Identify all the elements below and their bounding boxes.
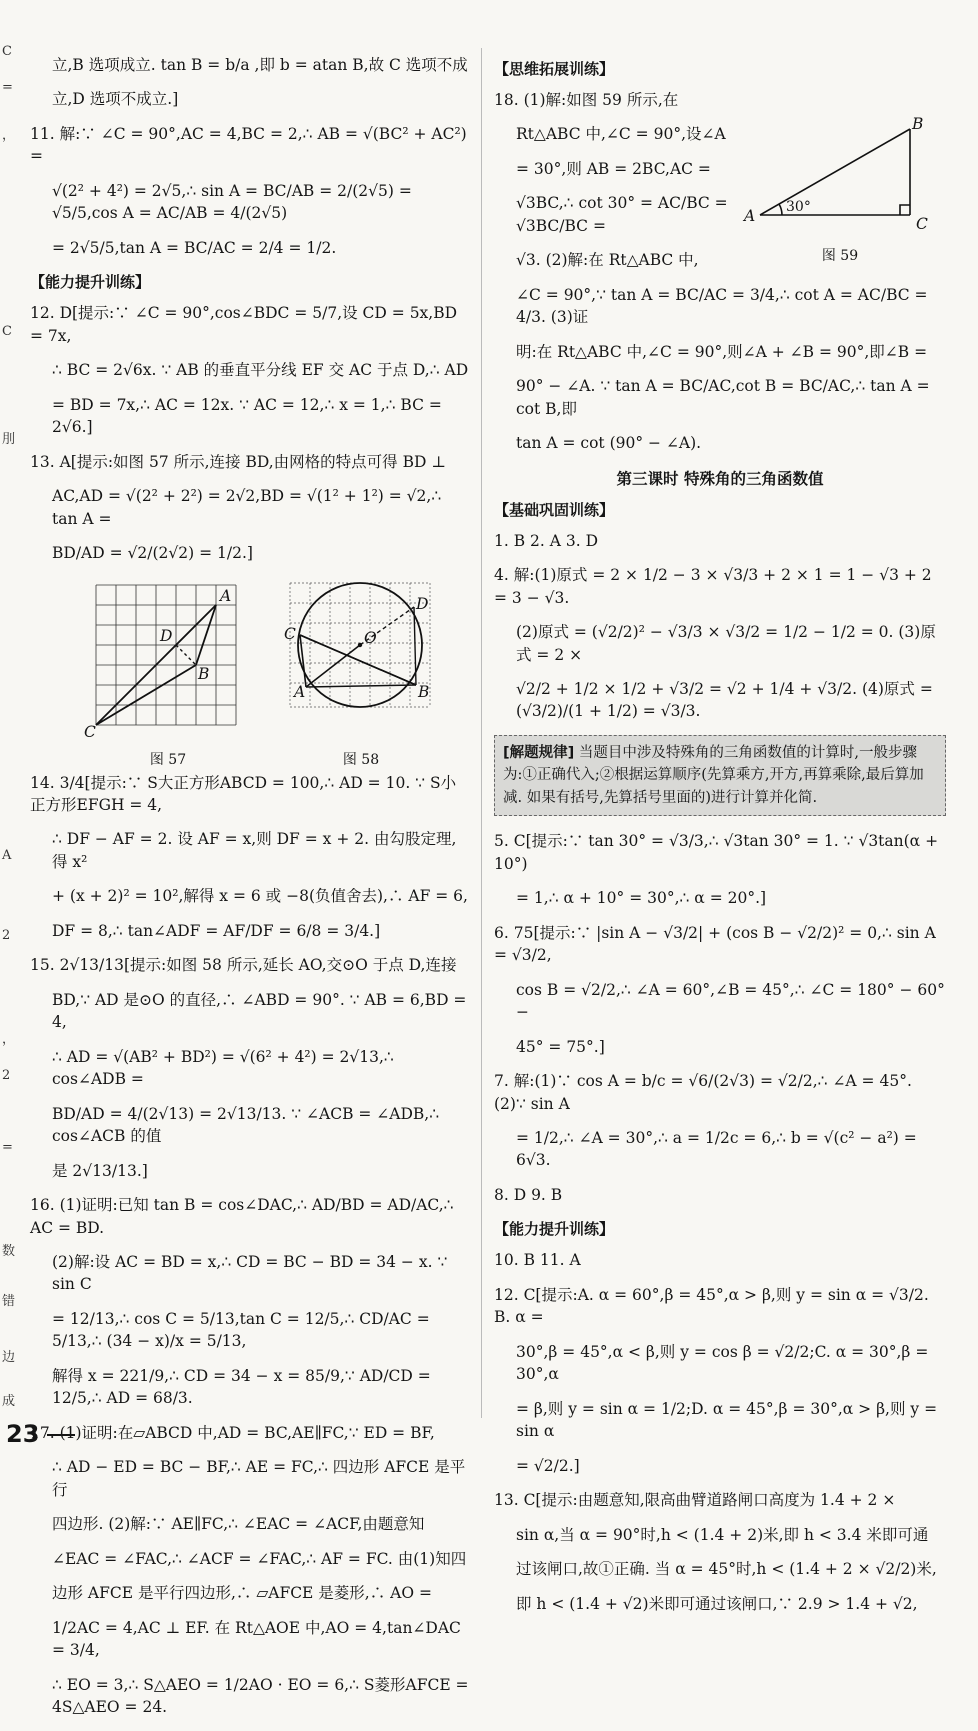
point-label: D [416,594,429,613]
answer-line: 10. B 11. A [494,1251,581,1270]
q12-line: = BD = 7x,∴ AC = 12x. ∵ AC = 12,∴ x = 1,∴ BC = 2√6.] [52,395,442,437]
q16-line: 解得 x = 221/9,∴ CD = 34 − x = 85/9,∵ AD/CD = 12/5,∴ AD = 68/3. [52,1366,431,1408]
point-label: A [220,586,232,605]
q14-line: ∴ DF − AF = 2. 设 AF = x,则 DF = x + 2. 由勾股定理,得 x² [52,830,457,871]
q13-line: 即 h < (1.4 + √2)米即可通过该闸口,∵ 2.9 > 1.4 + √2, [516,1594,918,1613]
q4-line: √2/2 + 1/2 × 1/2 + √3/2 = √2 + 1/4 + √3/2. (4)原式 = (√3/2)/(1 + 1/2) = √3/3. [516,679,933,721]
q15-line: 是 2√13/13.] [52,1161,148,1180]
q18-line: 18. (1)解:如图 59 所示,在 [494,91,679,109]
figure-caption: 图 57 [149,751,187,768]
edge-char: = [2,1140,13,1155]
edge-char: 2 [2,1068,11,1083]
q4-line: (2)原式 = (√2/2)² − √3/3 × √3/2 = 1/2 − 1/2 = 0. (3)原式 = 2 × [516,623,936,664]
q17-line: 1/2AC = 4,AC ⊥ EF. 在 Rt△AOE 中,AO = 4,tan∠DAC = 3/4, [52,1618,461,1660]
q12-line: = √2/2.] [516,1456,580,1475]
edge-char: 边 [2,1350,16,1365]
q18-line: √3BC,∴ cot 30° = AC/BC = √3BC/BC = [516,194,728,235]
q13-line: 过该闸口,故①正确. 当 α = 45°时,h < (1.4 + 2 × √2/2)米, [516,1560,937,1579]
q15-line: 15. 2√13/13[提示:如图 58 所示,延长 AO,交⊙O 于点 D,连接 [30,956,457,975]
q18-line: tan A = cot (90° − ∠A). [516,434,702,453]
q13-line: BD/AD = √2/(2√2) = 1/2.] [52,544,253,563]
section-heading-basic: 【基础巩固训练】 [494,500,615,519]
q12-line: 12. C[提示:A. α = 60°,β = 45°,α > β,则 y = sin α = √3/2. B. α = [494,1285,929,1327]
figure-caption: 图 59 [821,248,859,264]
text-line: 立,D 选项不成立.] [52,90,179,109]
left-column [30,54,470,1731]
answer-line: 8. D 9. B [494,1185,563,1204]
q17-line: ∠EAC = ∠FAC,∴ ∠ACF = ∠FAC,∴ AF = FC. 由(1)知四 [52,1549,467,1568]
q7-line: = 1/2,∴ ∠A = 30°,∴ a = 1/2c = 6,∴ b = √(c² − a²) = 6√3. [516,1129,917,1170]
q18-block [494,89,946,272]
edge-char: 错 [2,1294,16,1309]
point-label: B [418,682,430,701]
q14-line: 14. 3/4[提示:∵ S大正方形ABCD = 100,∴ AD = 10. ∵ S小正方形EFGH = 4, [30,773,457,814]
edge-char: ， [2,128,16,143]
q16-line: (2)解:设 AC = BD = x,∴ CD = BC − BD = 34 − x. ∵ sin C [52,1253,448,1294]
q4-line: 4. 解:(1)原式 = 2 × 1/2 − 3 × √3/3 + 2 × 1 = 1 − √3 + 2 = 3 − √3. [494,566,932,607]
page-number: 23 [6,1420,75,1448]
angle-label: 30° [786,199,811,215]
q13-line: 13. A[提示:如图 57 所示,连接 BD,由网格的特点可得 BD ⊥ [30,452,446,471]
point-label: D [160,626,173,645]
edge-char: 2 [2,928,11,943]
q6-line: cos B = √2/2,∴ ∠A = 60°,∠B = 45°,∴ ∠C = 180° − 60° − [516,980,945,1022]
edge-char: 刖 [2,432,16,447]
section-heading-thinking: 【思维拓展训练】 [494,60,615,78]
q15-line: BD/AD = 4/(2√13) = 2√13/13. ∵ ∠ACB = ∠ADB,∴ cos∠ACB 的值 [52,1104,440,1146]
figure-57 [84,577,248,769]
right-triangle-diagram [740,115,940,245]
q13-line: AC,AD = √(2² + 2²) = 2√2,BD = √(1² + 1²) = √2,∴ tan A = [52,487,442,528]
q11-line: = 2√5/5,tan A = BC/AC = 2/4 = 1/2. [52,238,337,257]
edge-char: A [2,848,12,863]
q5-line: 5. C[提示:∵ tan 30° = √3/3,∴ √3tan 30° = 1. ∵ √3tan(α + 10°) [494,832,939,873]
q7-line: 7. 解:(1)∵ cos A = b/c = √6/(2√3) = √2/2,∴ ∠A = 45°. (2)∵ sin A [494,1072,912,1113]
q14-line: + (x + 2)² = 10²,解得 x = 6 或 −8(负值舍去),∴ AF = 6, [52,887,468,906]
q11-line: 11. 解:∵ ∠C = 90°,AC = 4,BC = 2,∴ AB = √(BC² + AC²) = [30,124,467,166]
right-column [494,54,946,1627]
edge-char: 数 [2,1244,16,1259]
point-label: C [916,215,928,233]
q17-line: ∴ EO = 3,∴ S△AEO = 1/2AO · EO = 6,∴ S菱形AFCE = 4S△AEO = 24. [52,1675,469,1717]
edge-char: 成 [2,1394,16,1409]
q17-line: 边形 AFCE 是平行四边形,∴ ▱AFCE 是菱形,∴ AO = [52,1584,432,1603]
section-heading-ability: 【能力提升训练】 [30,273,151,292]
q18-line: Rt△ABC 中,∠C = 90°,设∠A [516,125,726,144]
text-line: 立,B 选项成立. tan B = b/a ,即 b = atan B,故 C 选项不成 [52,56,468,74]
figure-caption: 图 58 [342,751,380,768]
point-label: B [912,115,924,133]
q12-line: 12. D[提示:∵ ∠C = 90°,cos∠BDC = 5/7,设 CD = 5x,BD = 7x, [30,304,458,345]
lesson-title: 第三课时 特殊角的三角函数值 [616,469,824,488]
q15-line: BD,∵ AD 是⊙O 的直径,∴ ∠ABD = 90°. ∵ AB = 6,BD = 4, [52,990,467,1032]
point-label: B [198,664,210,683]
q16-line: = 12/13,∴ cos C = 5/13,tan C = 12/5,∴ CD/AC = 5/13,∴ (34 − x)/x = 5/13, [52,1309,430,1351]
edge-char: ， [2,1032,16,1047]
q17-line: 17. (1)证明:在▱ABCD 中,AD = BC,AE∥FC,∵ ED = BF, [30,1423,435,1442]
q13-line: 13. C[提示:由题意知,限高曲臂道路闸口高度为 1.4 + 2 × [494,1491,896,1510]
q11-line: √(2² + 4²) = 2√5,∴ sin A = BC/AB = 2/(2√5) = √5/5,cos A = AC/AB = 4/(2√5) [52,181,412,223]
figure-59 [740,115,940,265]
figure-row [30,577,470,768]
q17-line: 四边形. (2)解:∵ AE∥FC,∴ ∠EAC = ∠ACF,由题意知 [52,1515,425,1534]
column-divider [481,48,482,1418]
q18-line: = 30°,则 AB = 2BC,AC = [516,159,711,178]
q5-line: = 1,∴ α + 10° = 30°,∴ α = 20°.] [516,889,767,908]
q6-line: 6. 75[提示:∵ |sin A − √3/2| + (cos B − √2/2)² = 0,∴ sin A = √3/2, [494,923,936,965]
q12-line: ∴ BC = 2√6x. ∵ AB 的垂直平分线 EF 交 AC 于点 D,∴ AD [52,361,469,380]
figure-58 [286,577,436,769]
q17-line: ∴ AD − ED = BC − BF,∴ AE = FC,∴ 四边形 AFCE 是平行 [52,1458,466,1499]
section-heading-ability: 【能力提升训练】 [494,1220,615,1239]
point-label: A [294,682,306,701]
q6-line: 45° = 75°.] [516,1037,605,1056]
q16-line: 16. (1)证明:已知 tan B = cos∠DAC,∴ AD/BD = AD/AC,∴ AC = BD. [30,1196,454,1237]
answer-line: 1. B 2. A 3. D [494,531,599,550]
q18-line: 明:在 Rt△ABC 中,∠C = 90°,则∠A + ∠B = 90°,即∠B = [516,342,928,361]
point-label: O [364,628,377,647]
q15-line: ∴ AD = √(AB² + BD²) = √(6² + 4²) = 2√13,∴ cos∠ADB = [52,1047,394,1089]
edge-char: C [2,44,12,59]
circle-diagram [286,577,436,737]
point-label: A [744,207,756,225]
q14-line: DF = 8,∴ tan∠ADF = AF/DF = 6/8 = 3/4.] [52,921,381,940]
q18-line: ∠C = 90°,∵ tan A = BC/AC = 3/4,∴ cot A = AC/BC = 4/3. (3)证 [516,285,928,327]
q12-line: = β,则 y = sin α = 1/2;D. α = 45°,β = 30°,α > β,则 y = sin α [516,1399,938,1441]
point-label: C [84,722,96,741]
q18-line: 90° − ∠A. ∵ tan A = BC/AC,cot B = BC/AC,∴ tan A = cot B,即 [516,377,930,418]
q18-line: √3. (2)解:在 Rt△ABC 中, [516,251,699,270]
edge-char: C [2,324,12,339]
tip-label: [解题规律] [503,744,575,761]
q13-line: sin α,当 α = 90°时,h < (1.4 + 2)米,即 h < 3.4 米即可通 [516,1525,929,1544]
point-label: C [284,624,296,643]
q12-line: 30°,β = 45°,α < β,则 y = cos β = √2/2;C. α = 30°,β = 30°,α [516,1342,929,1384]
solving-tip-box [494,735,946,816]
edge-char: = [2,80,13,95]
tip-text: 当题目中涉及特殊角的三角函数值的计算时,一般步骤为:①正确代入;②根据运算顺序(先算乘方,开方,再算乘除,最后算加减. 如果有括号,先算括号里面的)进行计算并化简. [503,744,924,806]
